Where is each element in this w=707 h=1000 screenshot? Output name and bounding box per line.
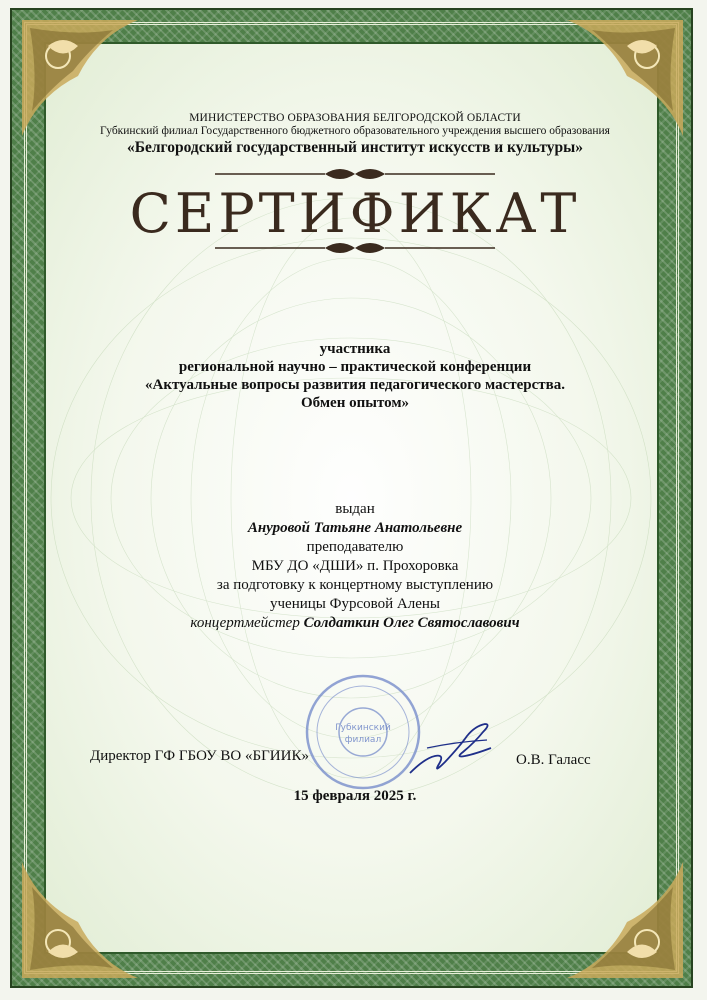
student-line: ученицы Фурсовой Алены (270, 596, 440, 612)
accompanist-name: Солдаткин Олег Святославович (303, 615, 520, 631)
flourish-icon (215, 166, 495, 182)
issue-date: 15 февраля 2025 г. (293, 788, 417, 804)
accompanist-line (90, 614, 620, 633)
title-block (105, 170, 605, 260)
conference-title-line: Обмен опытом» (300, 395, 410, 411)
recipient-organization: МБУ ДО «ДШИ» п. Прохоровка (251, 558, 459, 574)
accompanist-label: концертмейстер (190, 615, 300, 631)
branch-heading: Губкинский филиал Государственного бюджетного образовательного учреждения высшего образования (100, 125, 610, 137)
recipient-name-text: Ануровой Татьяне Анатольевне (247, 520, 463, 536)
institute-heading: «Белгородский государственный институт искусств и культуры» (126, 139, 584, 156)
issued-label: выдан (335, 501, 375, 517)
certificate-title: СЕРТИФИКАТ (129, 182, 581, 245)
recipient-position: преподавателю (306, 539, 404, 555)
corner-ornament-icon (562, 857, 687, 982)
svg-text:Губкинский: Губкинский (335, 723, 391, 733)
director-signature (405, 718, 495, 780)
participant-block (90, 340, 620, 412)
award-reason: за подготовку к концертному выступлению (216, 577, 494, 593)
participant-line: участника (319, 341, 391, 357)
flourish-icon (215, 240, 495, 256)
svg-text:филиал: филиал (344, 735, 382, 745)
conference-title-line: «Актуальные вопросы развития педагогического мастерства. (145, 377, 565, 393)
corner-ornament-icon (18, 857, 143, 982)
recipient-name (90, 519, 620, 538)
director-title: Директор ГФ ГБОУ ВО «БГИИК» (90, 748, 309, 764)
director-name: О.В. Галасс (516, 752, 591, 768)
ministry-heading: МИНИСТЕРСТВО ОБРАЗОВАНИЯ БЕЛГОРОДСКОЙ ОБЛАСТИ (189, 112, 521, 124)
conference-line: региональной научно – практической конференции (178, 359, 532, 375)
